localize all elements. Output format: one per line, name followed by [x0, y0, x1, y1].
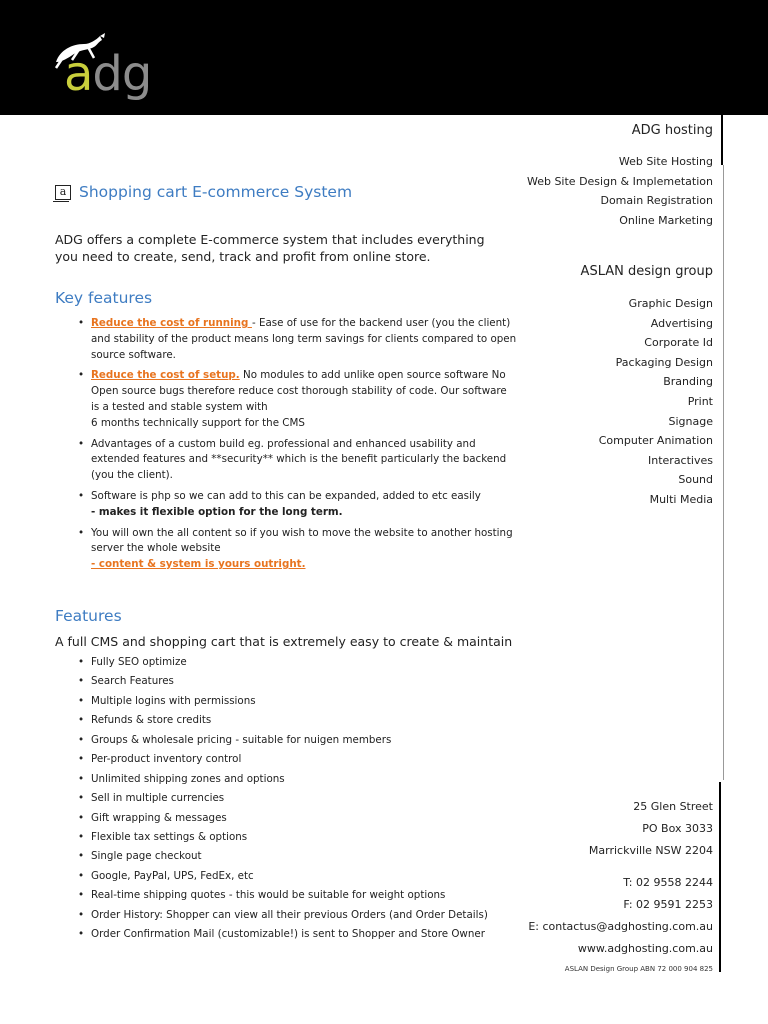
address-po-box: PO Box 3033 [642, 822, 713, 835]
list-item-bold-text: - makes it flexible option for the long term. [91, 505, 343, 518]
adg-hosting-heading: ADG hosting [631, 123, 713, 138]
logo-letter-a: a [64, 46, 93, 102]
features-lead: A full CMS and shopping cart that is extremely easy to create & maintain [55, 634, 513, 649]
features-list [78, 654, 518, 946]
list-item [78, 316, 518, 363]
intro-paragraph [55, 231, 485, 265]
hosting-item[interactable]: Web Site Design & Implemetation [526, 174, 713, 188]
aslan-item[interactable]: Graphic Design [628, 297, 713, 310]
list-item: • Flexible tax settings & options [78, 829, 518, 848]
aslan-item[interactable]: Signage [668, 414, 713, 428]
address-street: 25 Glen Street [633, 800, 713, 813]
list-item [78, 526, 518, 573]
hosting-list [413, 152, 713, 230]
intro-line: you need to create, send, track and profit from online store. [55, 249, 431, 264]
content-yours-link[interactable]: - content & system is yours outright. [91, 558, 306, 571]
aslan-item[interactable]: Packaging Design [615, 355, 713, 369]
list-item [78, 437, 518, 484]
list-item: • Google, PayPal, UPS, FedEx, etc [78, 868, 518, 887]
list-item: • Real-time shipping quotes - this would be suitable for weight options [78, 887, 518, 906]
list-item [78, 368, 518, 431]
aslan-item[interactable]: Branding [663, 375, 713, 389]
list-item: • Multiple logins with permissions [78, 693, 518, 712]
list-item: • Per-product inventory control [78, 751, 518, 770]
phone-number: T: 02 9558 2244 [623, 876, 713, 889]
hosting-item[interactable]: Online Marketing [619, 213, 713, 227]
list-item: • Groups & wholesale pricing - suitable for nuigen members [78, 732, 518, 751]
list-item-text: Software is php so we can add to this can be expanded, added to etc easily [91, 489, 481, 502]
divider-line [723, 165, 724, 780]
aslan-item[interactable]: Sound [678, 473, 713, 487]
aslan-item[interactable]: Advertising [650, 316, 713, 330]
list-item [78, 489, 518, 521]
divider-line [721, 115, 723, 165]
hosting-item[interactable]: Web Site Hosting [618, 155, 713, 168]
page-title: Shopping cart E-commerce System [79, 183, 353, 201]
divider-line [719, 782, 721, 972]
list-item-text: You will own the all content so if you wish to move the website to another hosting server the whole website [91, 526, 513, 555]
list-item: • Sell in multiple currencies [78, 790, 518, 809]
aslan-item[interactable]: Interactives [648, 453, 713, 467]
list-item: • Search Features [78, 673, 518, 692]
intro-line: ADG offers a complete E-commerce system that includes everything [55, 232, 485, 247]
key-features-heading: Key features [55, 289, 153, 307]
list-item-text: - Ease of use for the backend user (you the client) and stability of the product means long term savings for clients compared to open source software. [91, 317, 517, 361]
key-features-list [78, 316, 518, 578]
address-city: Marrickville NSW 2204 [588, 844, 713, 857]
aslan-item[interactable]: Print [687, 394, 713, 408]
list-item: • Unlimited shipping zones and options [78, 771, 518, 790]
website-link[interactable]: www.adghosting.com.au [577, 942, 713, 955]
fax-number: F: 02 9591 2253 [623, 898, 713, 911]
list-item: • Order Confirmation Mail (customizable!) is sent to Shopper and Store Owner [78, 926, 518, 945]
adg-hosting-section [413, 123, 713, 138]
list-item: • Fully SEO optimize [78, 654, 518, 673]
email-link[interactable]: E: contactus@adghosting.com.au [528, 920, 713, 933]
logo-letters-dg: dg [92, 46, 152, 102]
list-item: • Refunds & store credits [78, 712, 518, 731]
aslan-heading: ASLAN design group [580, 264, 713, 279]
abn-note: ASLAN Design Group ABN 72 000 904 825 [564, 965, 713, 973]
page-title-row [55, 183, 352, 201]
list-item: • Gift wrapping & messages [78, 810, 518, 829]
list-item: • Order History: Shopper can view all their previous Orders (and Order Details) [78, 907, 518, 926]
adg-logo [46, 30, 176, 112]
list-item-text: No modules to add unlike open source software No Open source bugs therefore reduce cost thorough stability of code. Our software is a tested and stable system with [91, 369, 507, 413]
list-item-text: Advantages of a custom build eg. professional and enhanced usability and extended features and **security** which is the benefit particularly the backend [91, 437, 507, 466]
aslan-item[interactable]: Multi Media [649, 492, 713, 506]
aslan-item[interactable]: Computer Animation [598, 434, 713, 448]
a-box-icon: a [55, 185, 71, 200]
list-item-text: (you the client). [91, 469, 173, 482]
reduce-running-cost-link[interactable]: Reduce the cost of running [91, 317, 252, 329]
list-item: • Single page checkout [78, 848, 518, 867]
features-heading: Features [55, 607, 122, 625]
aslan-section [413, 264, 713, 279]
aslan-item[interactable]: Corporate Id [644, 336, 713, 350]
list-item-text: 6 months technically support for the CMS [91, 416, 305, 429]
reduce-setup-cost-link[interactable]: Reduce the cost of setup. [91, 369, 240, 382]
hosting-item[interactable]: Domain Registration [600, 194, 713, 208]
header-bar [0, 0, 768, 115]
